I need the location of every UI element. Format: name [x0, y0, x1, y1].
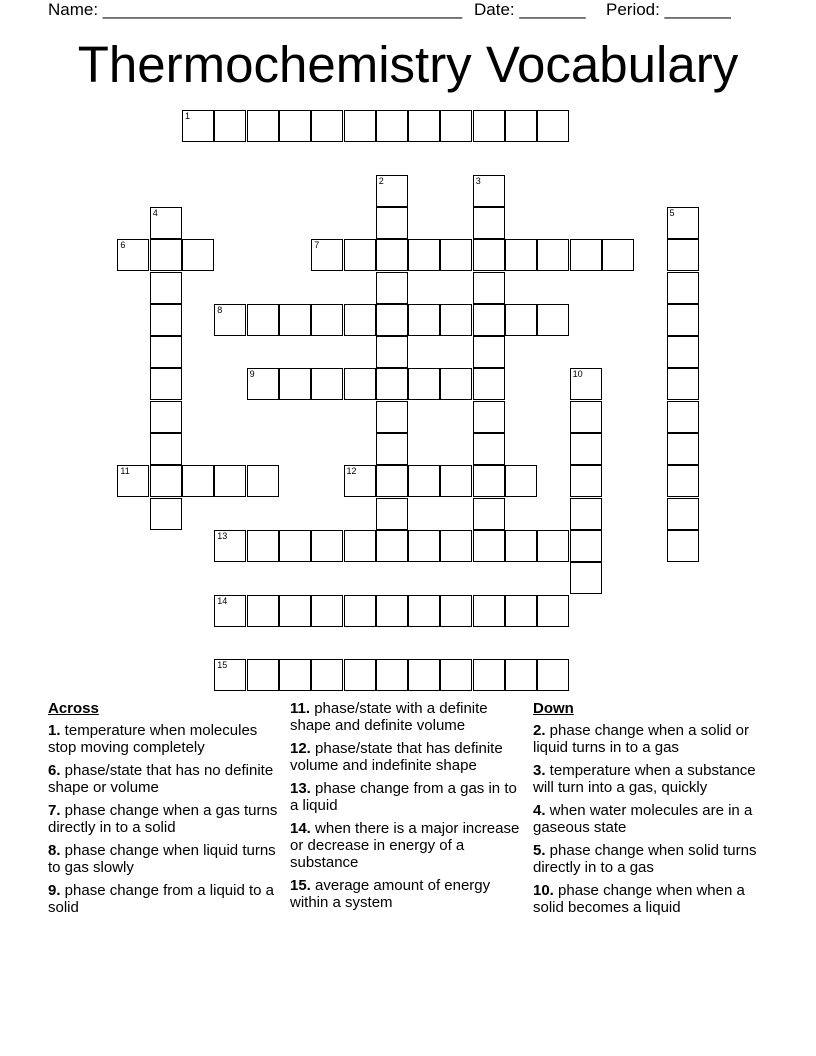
crossword-cell[interactable]	[473, 304, 505, 336]
crossword-cell[interactable]	[473, 401, 505, 433]
crossword-cell[interactable]	[667, 304, 699, 336]
clue-text: temperature when a substance will turn into a gas, quickly	[533, 762, 756, 796]
crossword-cell[interactable]	[667, 368, 699, 400]
crossword-cell[interactable]	[279, 368, 311, 400]
crossword-cell[interactable]	[311, 595, 343, 627]
crossword-cell[interactable]	[570, 530, 602, 562]
down-heading: Down	[533, 700, 574, 717]
crossword-cell[interactable]	[344, 530, 376, 562]
crossword-cell[interactable]	[117, 239, 149, 271]
clue-number: 5	[669, 207, 675, 218]
clue-number: 6	[120, 240, 126, 251]
crossword-cell[interactable]	[440, 595, 472, 627]
crossword-cell[interactable]	[473, 530, 505, 562]
crossword-cell[interactable]	[279, 304, 311, 336]
crossword-cell[interactable]	[408, 595, 440, 627]
crossword-cell[interactable]	[344, 110, 376, 142]
crossword-cell[interactable]	[440, 304, 472, 336]
crossword-cell[interactable]	[214, 530, 246, 562]
crossword-cell[interactable]	[440, 239, 472, 271]
crossword-cell[interactable]	[570, 433, 602, 465]
crossword-cell[interactable]	[376, 239, 408, 271]
crossword-cell[interactable]	[344, 368, 376, 400]
crossword-cell[interactable]	[408, 368, 440, 400]
across-clue	[290, 780, 522, 814]
crossword-cell[interactable]	[505, 659, 537, 691]
across-clue	[48, 722, 280, 756]
crossword-cell[interactable]	[505, 110, 537, 142]
crossword-cell[interactable]	[473, 239, 505, 271]
crossword-cell[interactable]	[376, 110, 408, 142]
clue-number-label: 1.	[48, 722, 61, 739]
crossword-cell[interactable]	[344, 659, 376, 691]
crossword-cell[interactable]	[570, 465, 602, 497]
crossword-cell[interactable]	[570, 401, 602, 433]
clue-text: when there is a major increase or decrease in energy of a substance	[290, 820, 520, 871]
clue-number-label: 7.	[48, 802, 61, 819]
crossword-cell[interactable]	[150, 304, 182, 336]
across-clues-column-1	[48, 700, 280, 922]
across-heading: Across	[48, 700, 99, 717]
crossword-cell[interactable]	[667, 239, 699, 271]
crossword-cell[interactable]	[408, 239, 440, 271]
crossword-cell[interactable]	[408, 530, 440, 562]
crossword-cell[interactable]	[408, 659, 440, 691]
clue-number-label: 15.	[290, 877, 311, 894]
crossword-cell[interactable]	[247, 110, 279, 142]
clue-text: phase/state that has definite volume and indefinite shape	[290, 740, 503, 774]
clue-number: 11	[120, 466, 130, 477]
crossword-cell[interactable]	[311, 239, 343, 271]
clue-number-label: 6.	[48, 762, 61, 779]
clue-text: average amount of energy within a system	[290, 877, 491, 911]
crossword-cell[interactable]	[667, 207, 699, 239]
crossword-cell[interactable]	[150, 498, 182, 530]
clue-number: 12	[346, 466, 357, 477]
crossword-cell[interactable]	[150, 401, 182, 433]
crossword-cell[interactable]	[279, 595, 311, 627]
clue-text: phase change from a liquid to a solid	[48, 882, 274, 916]
clue-number-label: 11.	[290, 700, 311, 717]
crossword-cell[interactable]	[667, 336, 699, 368]
clue-number-label: 9.	[48, 882, 61, 899]
clue-text: when water molecules are in a gaseous state	[533, 802, 753, 836]
clue-number: 14	[217, 595, 228, 606]
crossword-cell[interactable]	[344, 239, 376, 271]
crossword-cell[interactable]	[214, 304, 246, 336]
crossword-cell[interactable]	[440, 659, 472, 691]
clue-number: 15	[217, 660, 228, 671]
crossword-cell[interactable]	[473, 175, 505, 207]
crossword-cell[interactable]	[570, 562, 602, 594]
clue-number-label: 14.	[290, 820, 311, 837]
clue-text: phase change when a gas turns directly in to a solid	[48, 802, 278, 836]
crossword-cell[interactable]	[505, 595, 537, 627]
crossword-cell[interactable]	[376, 498, 408, 530]
clue-number: 2	[378, 175, 384, 186]
crossword-cell[interactable]	[376, 595, 408, 627]
crossword-cell[interactable]	[279, 659, 311, 691]
clue-number: 1	[185, 111, 191, 121]
crossword-cell[interactable]	[440, 530, 472, 562]
crossword-cell[interactable]	[440, 368, 472, 400]
crossword-cell[interactable]	[150, 239, 182, 271]
down-clue	[533, 802, 773, 836]
date-field[interactable]: Date: _______	[474, 0, 586, 19]
crossword-cell[interactable]	[667, 433, 699, 465]
clue-number-label: 2.	[533, 722, 546, 739]
crossword-cell[interactable]	[667, 530, 699, 562]
clue-text: phase/state that has no definite shape or volume	[48, 762, 274, 796]
crossword-cell[interactable]	[376, 175, 408, 207]
crossword-cell[interactable]	[505, 530, 537, 562]
crossword-cell[interactable]	[473, 659, 505, 691]
clue-number: 8	[217, 304, 223, 315]
crossword-cell[interactable]	[247, 659, 279, 691]
crossword-cell[interactable]	[473, 465, 505, 497]
crossword-cell[interactable]	[570, 239, 602, 271]
across-clue	[48, 802, 280, 836]
crossword-cell[interactable]	[505, 465, 537, 497]
crossword-cell[interactable]	[247, 530, 279, 562]
crossword-cell[interactable]	[311, 110, 343, 142]
crossword-cell[interactable]	[376, 207, 408, 239]
crossword-cell[interactable]	[311, 659, 343, 691]
crossword-cell[interactable]	[182, 239, 214, 271]
across-clues-column-2	[290, 700, 522, 917]
across-clue	[48, 762, 280, 796]
crossword-cell[interactable]	[537, 110, 569, 142]
clue-text: phase change when a solid or liquid turns in to a gas	[533, 722, 749, 756]
crossword-cell[interactable]	[247, 304, 279, 336]
clue-number-label: 5.	[533, 842, 546, 859]
crossword-cell[interactable]	[311, 530, 343, 562]
crossword-cell[interactable]	[376, 368, 408, 400]
crossword-cell[interactable]	[537, 659, 569, 691]
clue-text: phase/state with a definite shape and definite volume	[290, 700, 488, 734]
crossword-cell[interactable]	[376, 401, 408, 433]
crossword-cell[interactable]	[408, 304, 440, 336]
crossword-cell[interactable]	[505, 304, 537, 336]
crossword-cell[interactable]	[150, 465, 182, 497]
clue-number-label: 3.	[533, 762, 546, 779]
clue-number-label: 4.	[533, 802, 546, 819]
down-clue	[533, 842, 773, 876]
clue-number: 13	[217, 530, 228, 541]
crossword-cell[interactable]	[570, 498, 602, 530]
clue-number: 4	[152, 207, 158, 218]
crossword-cell[interactable]	[247, 595, 279, 627]
crossword-cell[interactable]	[376, 304, 408, 336]
down-clues-column	[533, 700, 773, 922]
crossword-cell[interactable]	[667, 498, 699, 530]
down-clue	[533, 882, 773, 916]
page-title: Thermochemistry Vocabulary	[77, 36, 739, 93]
period-field[interactable]: Period: _______	[606, 0, 731, 19]
crossword-cell[interactable]	[376, 465, 408, 497]
crossword-cell[interactable]	[182, 110, 214, 142]
crossword-cell[interactable]	[473, 110, 505, 142]
crossword-cell[interactable]	[440, 110, 472, 142]
clue-text: temperature when molecules stop moving completely	[48, 722, 258, 756]
crossword-cell[interactable]	[182, 465, 214, 497]
crossword-cell[interactable]	[214, 595, 246, 627]
crossword-cell[interactable]	[344, 465, 376, 497]
crossword-cell[interactable]	[537, 239, 569, 271]
crossword-cell[interactable]	[376, 272, 408, 304]
crossword-cell[interactable]	[473, 368, 505, 400]
clue-number: 10	[572, 369, 583, 380]
crossword-cell[interactable]	[279, 530, 311, 562]
name-field[interactable]: Name: ______________________________________	[48, 0, 463, 19]
clue-number: 7	[314, 240, 320, 251]
crossword-cell[interactable]	[117, 465, 149, 497]
crossword-cell[interactable]	[473, 595, 505, 627]
clue-text: phase change when when a solid becomes a liquid	[533, 882, 745, 916]
down-clue	[533, 762, 773, 796]
down-clue	[533, 722, 773, 756]
crossword-cell[interactable]	[214, 110, 246, 142]
crossword-cell[interactable]	[537, 595, 569, 627]
crossword-cell[interactable]	[667, 401, 699, 433]
crossword-cell[interactable]	[473, 433, 505, 465]
clue-number-label: 10.	[533, 882, 554, 899]
crossword-cell[interactable]	[473, 272, 505, 304]
clue-number: 3	[475, 175, 481, 186]
across-clue	[48, 882, 280, 916]
crossword-cell[interactable]	[537, 530, 569, 562]
clue-text: phase change from a gas in to a liquid	[290, 780, 517, 814]
crossword-cell[interactable]	[344, 595, 376, 627]
crossword-cell[interactable]	[311, 368, 343, 400]
crossword-cell[interactable]	[344, 304, 376, 336]
crossword-cell[interactable]	[505, 239, 537, 271]
clue-text: phase change when solid turns directly in to a gas	[533, 842, 757, 876]
clue-number-label: 12.	[290, 740, 311, 757]
across-clue	[290, 820, 522, 871]
crossword-cell[interactable]	[214, 465, 246, 497]
crossword-cell[interactable]	[408, 465, 440, 497]
across-clue	[290, 700, 522, 734]
crossword-cell[interactable]	[473, 498, 505, 530]
across-clue	[48, 842, 280, 876]
crossword-cell[interactable]	[602, 239, 634, 271]
crossword-cell[interactable]	[408, 110, 440, 142]
crossword-cell[interactable]	[247, 368, 279, 400]
crossword-cell[interactable]	[150, 433, 182, 465]
crossword-cell[interactable]	[311, 304, 343, 336]
crossword-cell[interactable]	[537, 304, 569, 336]
clue-number-label: 8.	[48, 842, 61, 859]
crossword-cell[interactable]	[150, 207, 182, 239]
crossword-cell[interactable]	[376, 433, 408, 465]
crossword-cell[interactable]	[150, 272, 182, 304]
crossword-cell[interactable]	[214, 659, 246, 691]
across-clue	[290, 877, 522, 911]
crossword-cell[interactable]	[247, 465, 279, 497]
crossword-cell[interactable]	[150, 368, 182, 400]
clue-number-label: 13.	[290, 780, 311, 797]
crossword-cell[interactable]	[473, 207, 505, 239]
crossword-cell[interactable]	[570, 368, 602, 400]
crossword-cell[interactable]	[667, 465, 699, 497]
crossword-cell[interactable]	[376, 336, 408, 368]
crossword-cell[interactable]	[667, 272, 699, 304]
crossword-cell[interactable]	[440, 465, 472, 497]
crossword-cell[interactable]	[376, 530, 408, 562]
crossword-cell[interactable]	[279, 110, 311, 142]
clue-text: phase change when liquid turns to gas slowly	[48, 842, 276, 876]
crossword-cell[interactable]	[376, 659, 408, 691]
crossword-cell[interactable]	[150, 336, 182, 368]
across-clue	[290, 740, 522, 774]
crossword-cell[interactable]	[473, 336, 505, 368]
clue-number: 9	[249, 369, 255, 380]
